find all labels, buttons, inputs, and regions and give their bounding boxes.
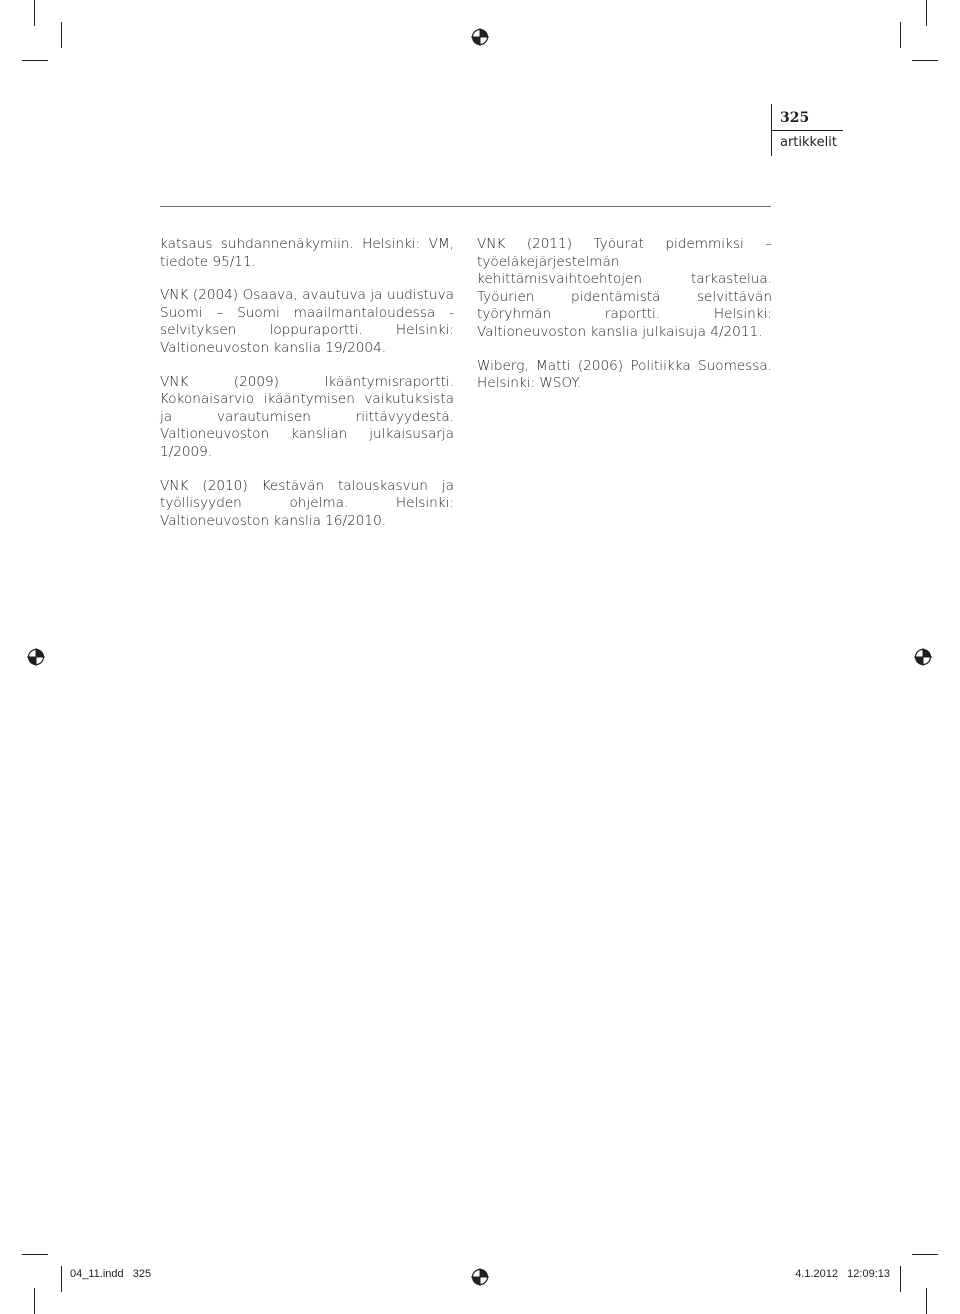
crop-mark xyxy=(926,0,927,26)
crop-mark xyxy=(34,0,35,26)
header-horizontal-rule xyxy=(771,130,843,131)
registration-target-icon xyxy=(471,28,489,46)
registration-target-icon xyxy=(27,648,45,666)
slug-timestamp: 4.1.2012 12:09:13 xyxy=(795,1268,890,1280)
crop-mark xyxy=(34,1288,35,1314)
top-divider xyxy=(160,206,771,207)
reference-entry: VNK (2009) Ikääntymisraportti. Kokonaisarvio ikääntymisen vaikutuksista ja varautumisen riittävyydestä. Valtioneuvoston kanslian julkaisusarja 1/2009. xyxy=(160,373,454,460)
reference-entry: katsaus suhdannenäkymiin. Helsinki: VM, tiedote 95/11. xyxy=(160,236,454,270)
crop-mark xyxy=(61,1266,62,1292)
section-label: artikkelit xyxy=(780,135,837,150)
registration-target-icon xyxy=(471,1268,489,1286)
page-number: 325 xyxy=(780,110,810,126)
crop-mark xyxy=(22,60,48,61)
left-column xyxy=(160,236,454,530)
reference-entry: Wiberg, Matti (2006) Politiikka Suomessa. Helsinki: WSOY. xyxy=(477,357,772,392)
right-column xyxy=(477,236,772,393)
crop-mark xyxy=(900,1266,901,1292)
crop-mark xyxy=(926,1288,927,1314)
crop-mark xyxy=(61,22,62,48)
crop-mark xyxy=(912,1254,938,1255)
registration-target-icon xyxy=(914,648,932,666)
slug-file: 04_11.indd 325 xyxy=(70,1268,152,1280)
crop-mark xyxy=(912,60,938,61)
reference-entry: VNK (2004) Osaava, avautuva ja uudistuva Suomi – Suomi maailmantaloudessa -selvityksen loppuraportti. Helsinki: Valtioneuvoston kanslia 19/2004. xyxy=(160,287,454,356)
reference-entry: VNK (2011) Työurat pidemmiksi – työeläkejärjestelmän kehittämisvaihtoehtojen tarkastelua. Työurien pidentämistä selvittävän työryhmän raportti. Helsinki: Valtioneuvoston kanslia julkaisuja 4/2011. xyxy=(477,236,772,340)
crop-mark xyxy=(900,22,901,48)
crop-mark xyxy=(22,1254,48,1255)
reference-entry: VNK (2010) Kestävän talouskasvun ja työllisyyden ohjelma. Helsinki: Valtioneuvoston kanslia 16/2010. xyxy=(160,477,454,529)
